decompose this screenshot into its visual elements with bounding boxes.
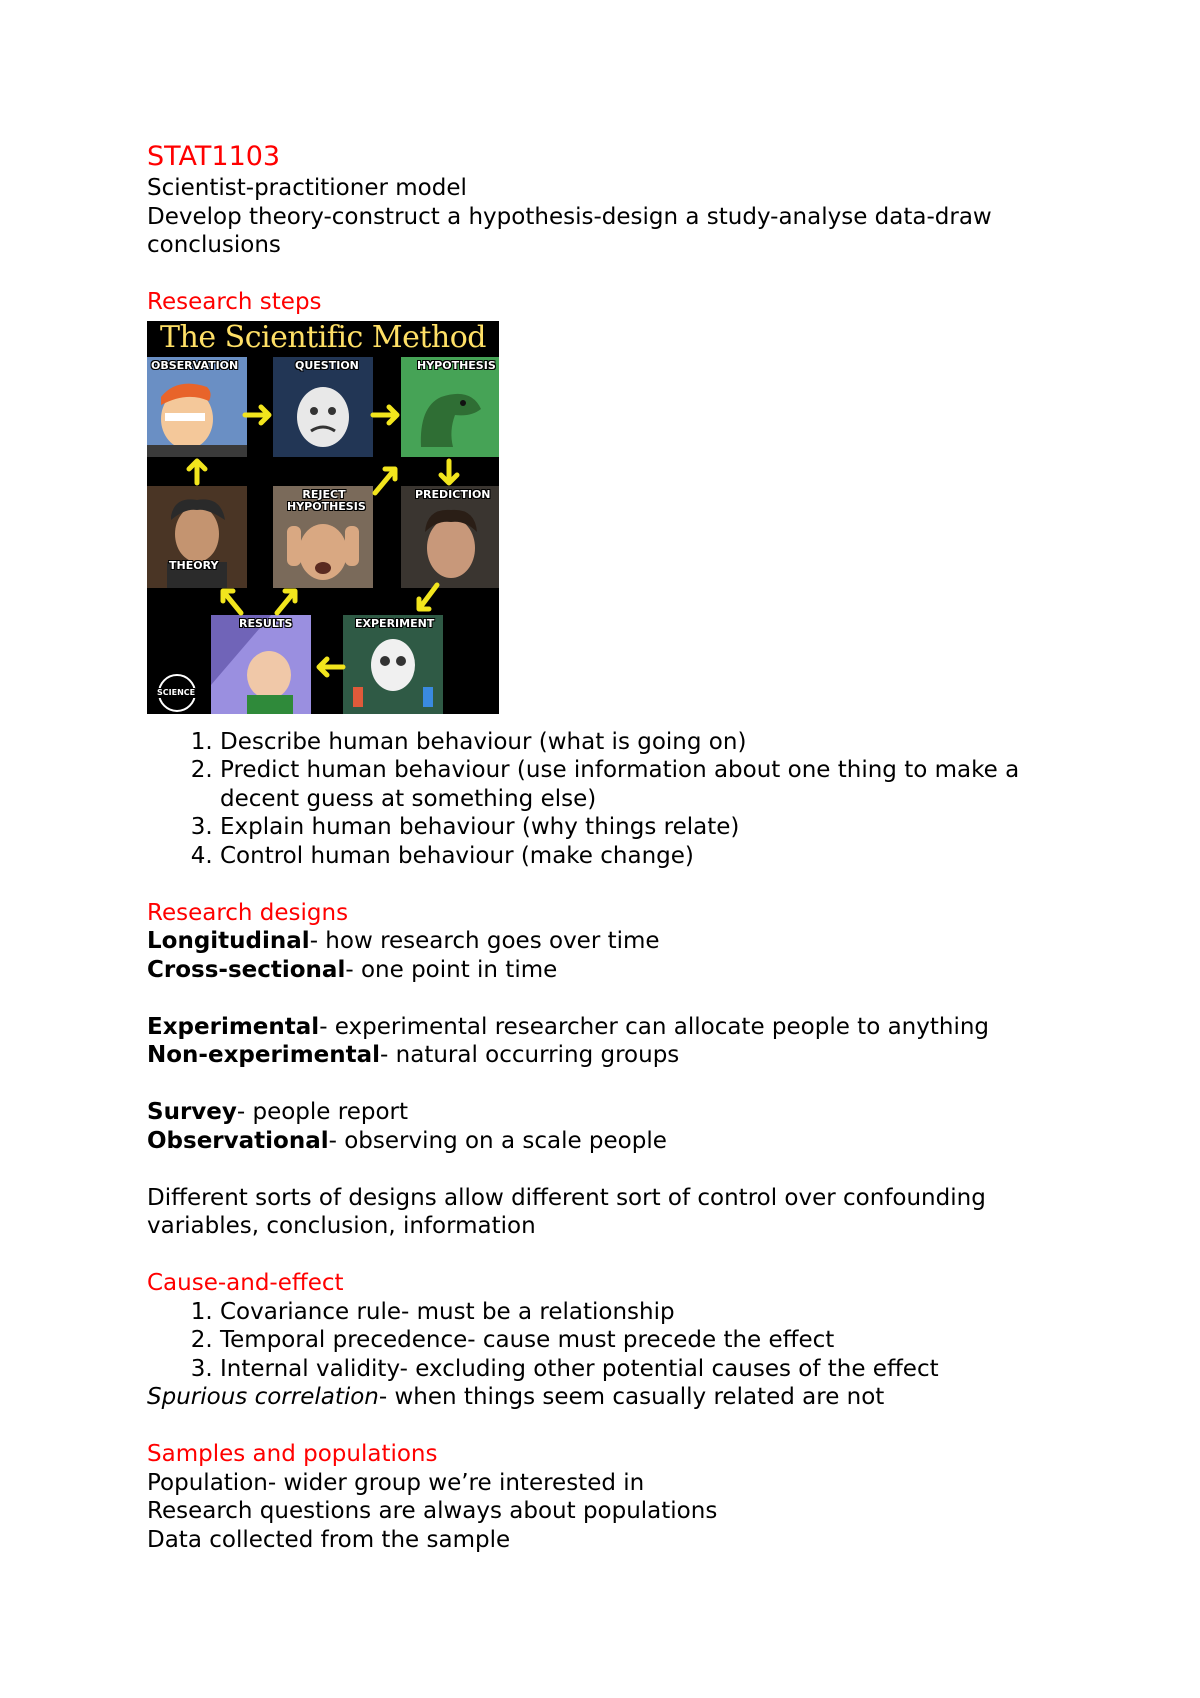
- label-observation: OBSERVATION: [151, 358, 239, 372]
- cycle-arrows: [147, 321, 499, 714]
- label-experiment: EXPERIMENT: [355, 616, 435, 630]
- population-line: Population- wider group we’re interested in: [147, 1469, 645, 1496]
- list-item: 1. Covariance rule- must be a relationship: [220, 1298, 1087, 1327]
- label-question: QUESTION: [295, 358, 359, 372]
- design-cross-sectional: [147, 956, 1087, 985]
- design-observational: [147, 1127, 1087, 1156]
- steps-line: Develop theory-construct a hypothesis-design a study-analyse data-draw: [147, 203, 992, 230]
- logo-text: SCIENCE: [157, 687, 196, 697]
- definition: - people report: [236, 1099, 409, 1125]
- term: Experimental: [147, 1013, 320, 1040]
- section-heading-cause-effect: Cause-and-effect: [147, 1270, 344, 1296]
- course-title: STAT1103: [147, 141, 281, 172]
- research-questions-line: Research questions are always about populations: [147, 1498, 718, 1524]
- term: Spurious correlation: [147, 1384, 379, 1410]
- list-item: 1. Describe human behaviour (what is going on): [220, 728, 1087, 757]
- definition: - how research goes over time: [309, 928, 660, 954]
- label-theory: THEORY: [169, 558, 219, 572]
- cause-effect-list: [147, 1298, 1087, 1384]
- section-heading-research-steps: Research steps: [147, 289, 322, 315]
- model-line: Scientist-practitioner model: [147, 175, 467, 201]
- list-item: 4. Control human behaviour (make change): [220, 842, 1087, 871]
- design-longitudinal: [147, 927, 1087, 956]
- scientific-method-poster: [147, 321, 499, 714]
- section-heading-research-designs: Research designs: [147, 899, 349, 926]
- document-page: [147, 140, 1087, 1554]
- sample-line: Data collected from the sample: [147, 1526, 511, 1553]
- poster-title: The Scientific Method: [160, 320, 486, 355]
- design-experimental: [147, 1013, 1087, 1042]
- term: Cross-sectional: [147, 956, 346, 983]
- list-item: 2. Predict human behaviour (use information about one thing to make a decent guess at something else): [220, 756, 1087, 813]
- list-item: 3. Internal validity- excluding other potential causes of the effect: [220, 1355, 1087, 1384]
- label-results: RESULTS: [239, 616, 293, 630]
- design-non-experimental: [147, 1041, 1087, 1070]
- spurious-correlation: [147, 1383, 1087, 1412]
- definition: - one point in time: [345, 956, 558, 983]
- label-prediction: PREDICTION: [415, 487, 491, 501]
- designs-note-cont: variables, conclusion, information: [147, 1213, 536, 1239]
- term: Non-experimental: [147, 1042, 381, 1068]
- design-survey: [147, 1098, 1087, 1127]
- term: Observational: [147, 1127, 329, 1154]
- steps-line-cont: conclusions: [147, 232, 281, 258]
- list-item: 2. Temporal precedence- cause must precede the effect: [220, 1326, 1087, 1355]
- term: Survey: [147, 1099, 237, 1125]
- label-hypothesis: HYPOTHESIS: [417, 358, 496, 372]
- definition: - when things seem casually related are not: [378, 1384, 885, 1410]
- definition: - natural occurring groups: [380, 1042, 680, 1068]
- definition: - experimental researcher can allocate people to anything: [319, 1013, 990, 1040]
- research-steps-list: [147, 728, 1087, 871]
- list-item: 3. Explain human behaviour (why things relate): [220, 813, 1087, 842]
- definition: - observing on a scale people: [328, 1127, 667, 1154]
- term: Longitudinal: [147, 928, 310, 954]
- designs-note: Different sorts of designs allow different sort of control over confounding: [147, 1184, 986, 1211]
- label-reject-hypothesis: REJECT HYPOTHESIS: [287, 487, 366, 513]
- section-heading-samples: Samples and populations: [147, 1441, 438, 1467]
